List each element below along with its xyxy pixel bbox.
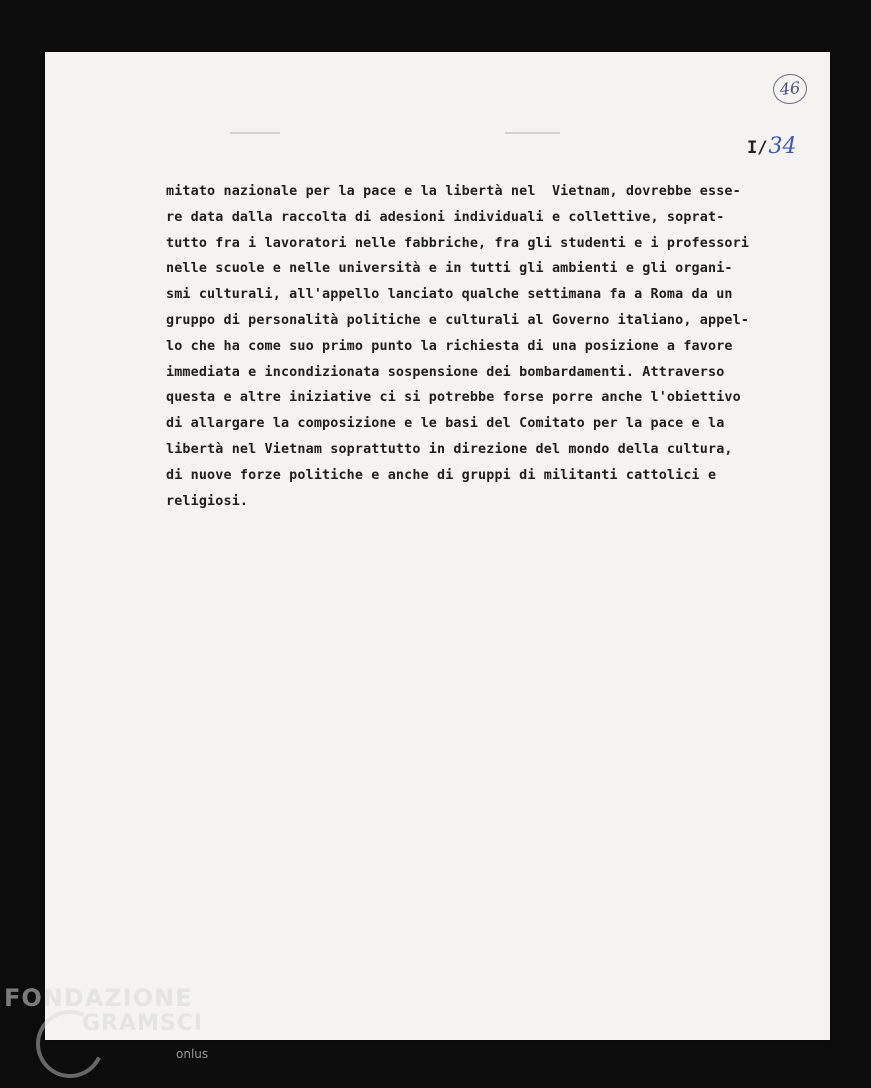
text-line: libertà nel Vietnam soprattutto in direzione del mondo della cultura, xyxy=(166,441,733,457)
text-line: di nuove forze politiche e anche di gruppi di militanti cattolici e xyxy=(166,467,717,483)
faint-mark-left xyxy=(230,132,280,134)
text-line: gruppo di personalità politiche e culturali al Governo italiano, appel- xyxy=(166,312,750,328)
text-line: smi culturali, all'appello lanciato qualche settimana fa a Roma da un xyxy=(166,287,733,303)
text-line: mitato nazionale per la pace e la libertà nel Vietnam, dovrebbe esse- xyxy=(166,184,741,199)
page-reference xyxy=(747,134,796,159)
text-line: immediata e incondizionata sospensione dei bombardamenti. Attraverso xyxy=(166,364,725,380)
watermark-subtitle: onlus xyxy=(176,1047,209,1061)
watermark-line1: FONDAZIONE xyxy=(4,984,193,1012)
text-line: nelle scuole e nelle università e in tutti gli ambienti e gli organi- xyxy=(166,261,733,277)
typed-body-text xyxy=(166,179,826,514)
text-line: lo che ha come suo primo punto la richiesta di una posizione a favore xyxy=(166,338,733,354)
text-line: religiosi. xyxy=(166,493,249,509)
text-line: questa e altre iniziative ci si potrebbe forse porre anche l'obiettivo xyxy=(166,390,741,406)
watermark-line2: GRAMSCI xyxy=(82,1011,204,1036)
document-page xyxy=(45,52,830,1040)
watermark-logo xyxy=(4,984,203,1036)
page-ref-typed: I/ xyxy=(747,138,768,158)
text-line: di allargare la composizione e le basi del Comitato per la pace e la xyxy=(166,416,725,432)
faint-mark-right xyxy=(505,132,560,134)
text-line: tutto fra i lavoratori nelle fabbriche, fra gli studenti e i professori xyxy=(166,235,750,251)
circled-page-number: 46 xyxy=(772,72,809,105)
page-ref-handwritten: 34 xyxy=(768,134,797,159)
text-line: re data dalla raccolta di adesioni individuali e collettive, soprat- xyxy=(166,209,725,225)
